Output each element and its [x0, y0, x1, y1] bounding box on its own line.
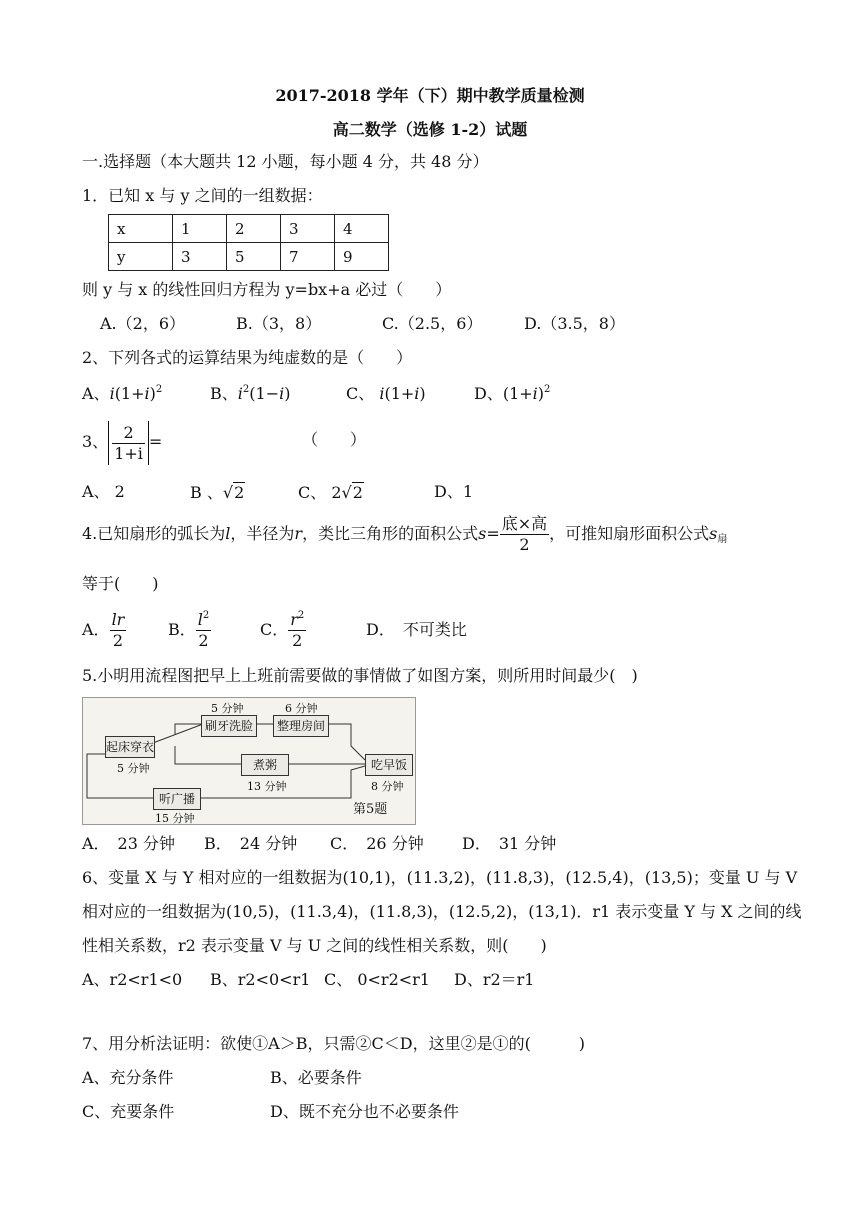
- q3-option-d: D、1: [434, 482, 474, 501]
- section-heading: 一.选择题（本大题共 12 小题，每小题 4 分，共 48 分）: [82, 152, 489, 171]
- table-cell: 7: [281, 243, 335, 271]
- table-row: [109, 215, 389, 243]
- q2-option-d: D、$(1+i)^2$: [474, 384, 551, 403]
- flow-start-box: 起床穿衣: [105, 736, 155, 758]
- q6-option-d: D、r2＝r1: [454, 970, 535, 989]
- flow-caption: 第5题: [353, 802, 388, 817]
- q2-stem: 2、下列各式的运算结果为纯虚数的是（ ）: [82, 348, 413, 367]
- q4-option-d: D． 不可类比: [366, 620, 467, 639]
- exam-subtitle: 高二数学（选修 1-2）试题: [332, 120, 528, 139]
- table-cell: 1: [173, 215, 227, 243]
- table-row: [109, 243, 389, 271]
- table-cell: 3: [173, 243, 227, 271]
- flow-eat-box: 吃早饭: [365, 754, 413, 776]
- q1-option-a: A.（2，6）: [100, 314, 186, 333]
- flow-radio-box: 听广播: [153, 788, 201, 810]
- q5-option-d: D． 31 分钟: [462, 834, 557, 853]
- q2-option-a: A、$i(1+i)^2$: [82, 384, 163, 403]
- q6-option-c: C、 0<r2<r1: [324, 970, 430, 989]
- flow-cook-box: 煮粥: [241, 754, 289, 776]
- q3-option-b: B 、√2: [190, 483, 245, 502]
- exam-title: 2017-2018 学年（下）期中教学质量检测: [275, 86, 585, 105]
- flow-tidy-time: 6 分钟: [285, 702, 318, 715]
- flow-radio-time: 15 分钟: [155, 812, 195, 825]
- q2-option-b: B、$i^2(1-i)$: [210, 384, 291, 403]
- q5-option-a: A． 23 分钟: [82, 834, 176, 853]
- q6-line3: 性相关系数，r2 表示变量 V 与 U 之间的线性相关系数，则( ): [82, 936, 547, 955]
- q2-option-c: C、 i(1+i): [346, 384, 426, 403]
- table-cell: 5: [227, 243, 281, 271]
- table-cell: 3: [281, 215, 335, 243]
- q3-option-a: A、 2: [82, 482, 125, 501]
- q6-line1: 6、变量 X 与 Y 相对应的一组数据为(10,1)，(11.3,2)，(11.8,3)，(12.5,4)，(13,5)；变量 U 与 V: [82, 868, 798, 887]
- q4-option-a: A． $\frac{lr}{2}$: [82, 610, 125, 650]
- flowchart: [82, 697, 416, 825]
- flow-wash-time: 5 分钟: [211, 702, 244, 715]
- flow-eat-time: 8 分钟: [371, 780, 404, 793]
- q1-option-b: B.（3，8）: [236, 314, 322, 333]
- flow-start-time: 5 分钟: [117, 762, 150, 775]
- q3-option-c: C、 2√2: [298, 483, 363, 502]
- q1-data-table: [108, 214, 389, 271]
- flow-tidy-box: 整理房间: [273, 715, 329, 737]
- q5-option-b: B． 24 分钟: [204, 834, 298, 853]
- q4-option-b: B． $\frac{l^2}{2}$: [168, 610, 210, 650]
- q1-option-d: D.（3.5，8）: [524, 314, 625, 333]
- q4-option-c: C． $\frac{r^2}{2}$: [260, 610, 305, 650]
- q7-option-b: B、必要条件: [270, 1068, 362, 1087]
- flow-cook-time: 13 分钟: [247, 780, 287, 793]
- q4-stem: 4.已知扇形的弧长为l，半径为r，类比三角形的面积公式s= $\frac{\text{底×高}}{2}$ ，可推知扇形面积公式$s_扇$: [82, 514, 728, 554]
- table-cell: x: [109, 215, 173, 243]
- q1-option-c: C.（2.5，6）: [382, 314, 483, 333]
- q5-option-c: C． 26 分钟: [330, 834, 424, 853]
- q7-option-a: A、充分条件: [82, 1068, 174, 1087]
- q6-option-b: B、r2<0<r1: [210, 970, 311, 989]
- q3-stem: 3、 $\frac{2}{1+i}$ =: [82, 422, 163, 463]
- q7-option-c: C、充要条件: [82, 1102, 175, 1121]
- q7-option-d: D、既不充分也不必要条件: [270, 1102, 459, 1121]
- q4-stem2: 等于( ): [82, 574, 159, 593]
- flow-wash-box: 刷牙洗脸: [201, 715, 257, 737]
- abs-value: $\frac{2}{1+i}$: [108, 421, 149, 465]
- q6-option-a: A、r2<r1<0: [82, 970, 183, 989]
- table-cell: 9: [335, 243, 389, 271]
- table-cell: 4: [335, 215, 389, 243]
- q7-stem: 7、用分析法证明：欲使①A＞B，只需②C＜D，这里②是①的( ): [82, 1034, 586, 1053]
- q3-paren: （ ）: [302, 430, 367, 449]
- table-cell: y: [109, 243, 173, 271]
- q5-stem: 5.小明用流程图把早上上班前需要做的事情做了如图方案，则所用时间最少( ): [82, 666, 638, 685]
- table-cell: 2: [227, 215, 281, 243]
- q6-line2: 相对应的一组数据为(10,5)，(11.3,4)，(11.8,3)，(12.5,2)，(13,1)．r1 表示变量 Y 与 X 之间的线: [82, 902, 802, 921]
- q1-stem: 1．已知 x 与 y 之间的一组数据：: [82, 186, 323, 205]
- q1-stem2: 则 y 与 x 的线性回归方程为 y=bx+a 必过（ ）: [82, 280, 452, 299]
